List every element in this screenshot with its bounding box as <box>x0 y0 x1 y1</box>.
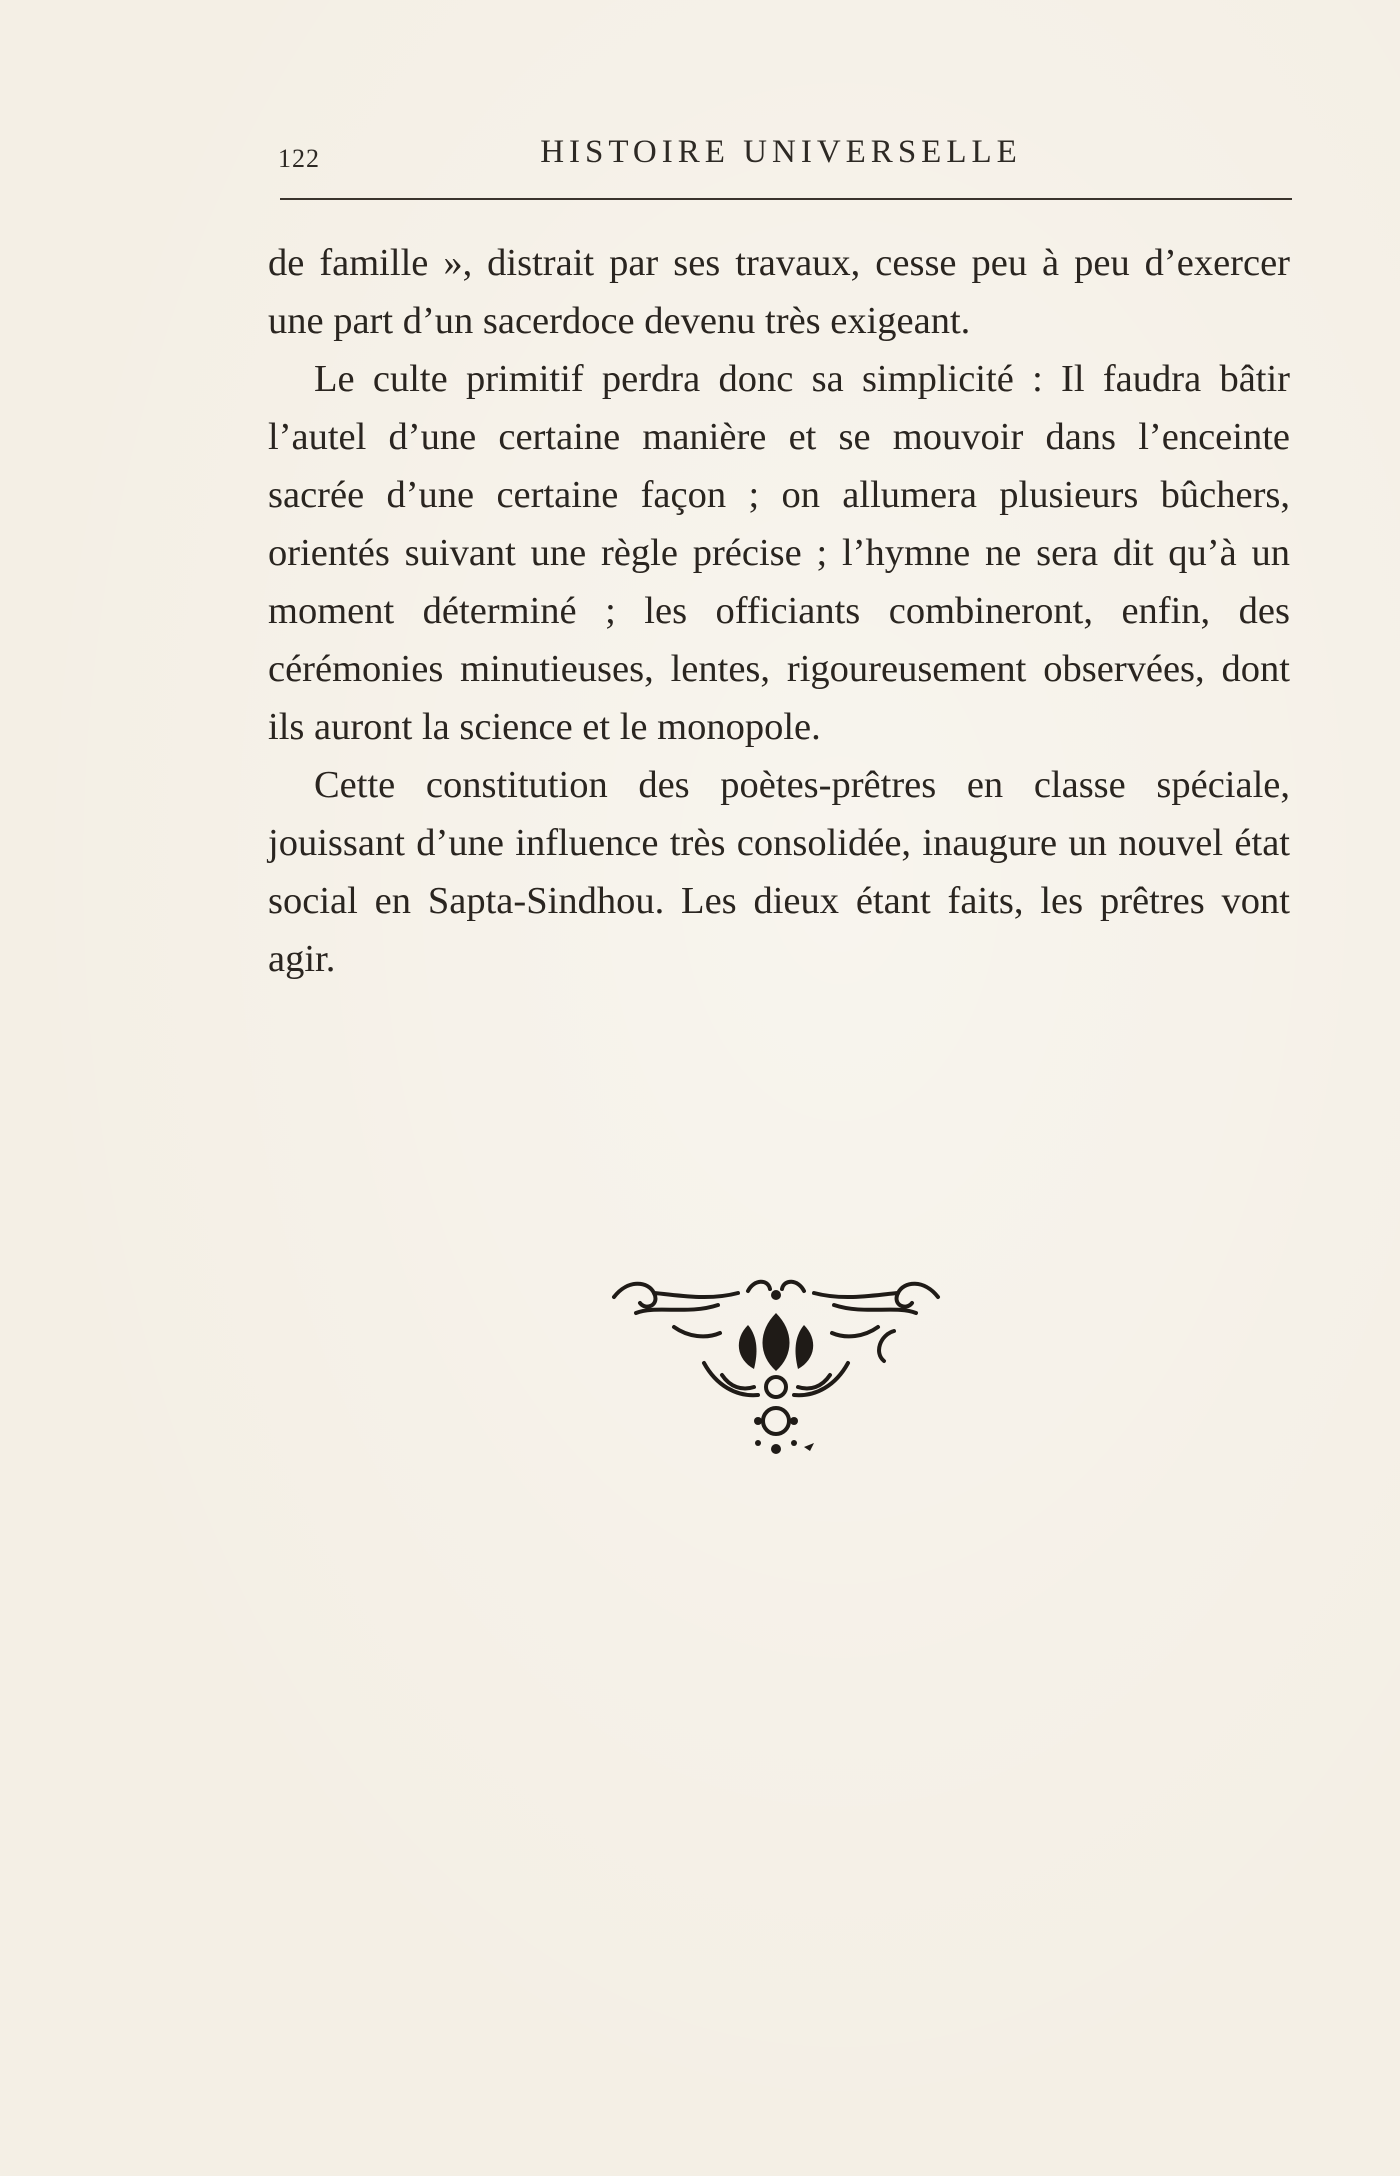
body-text <box>268 234 1290 988</box>
running-title: HISTOIRE UNIVERSELLE <box>540 134 1022 170</box>
paragraph-culte: Le culte primitif perdra donc sa simplicité : Il faudra bâtir l’autel d’une certaine manière et se mouvoir dans l’enceinte sacrée d’une certaine façon ; on allumera plusieurs bûchers, orientés suivant une règle précise ; l’hymne ne sera dit qu’à un moment déterminé ; les officiants combineront, enfin, des cérémonies minutieuses, lentes, rigoureusement observées, dont ils auront la science et le monopole. <box>268 358 1290 748</box>
tailpiece-ornament-icon <box>608 1275 944 1461</box>
header-rule <box>280 198 1292 200</box>
paragraph-continued: de famille », distrait par ses travaux, cesse peu à peu d’exercer une part d’un sacerdoce devenu très exigeant. <box>268 242 1290 342</box>
paragraph-constitution: Cette constitution des poètes-prêtres en classe spéciale, jouissant d’une influence très consolidée, inaugure un nouvel état social en Sapta-Sindhou. Les dieux étant faits, les prêtres vont agir. <box>268 764 1290 980</box>
page-number: 122 <box>278 144 320 173</box>
page-header <box>270 130 1292 172</box>
